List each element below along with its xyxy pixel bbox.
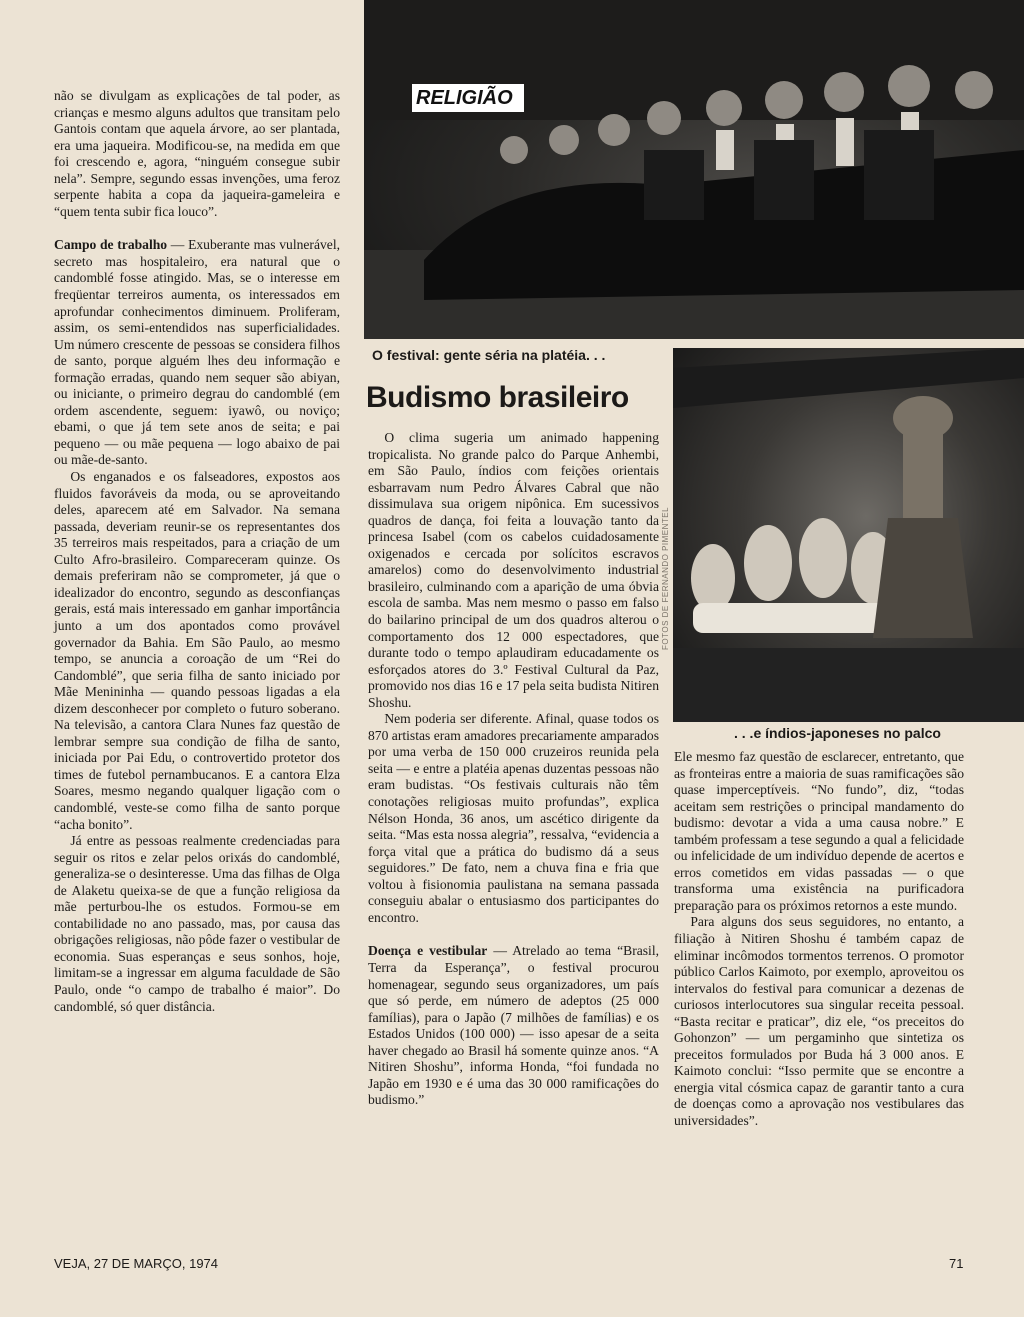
paragraph: Os enganados e os falseadores, expostos aos fluidos favoráveis da moda, ou se aproveitando deles, aparecem até em Salvador. Na semana passada, deveriam reunir-se os representantes dos 35 terreiros mais respeitados, para a criação de um Culto Afro-brasileiro. Compareceram quinze. Os demais preferiram não se comprometer, já que o idealizador do encontro, segundo as desconfianças gerais, está mais interessado em ganhar importância junto a um dos apontados como provável governador da Bahia. Em São Paulo, ao mesmo tempo, se anuncia a coroação de um “Rei do Candomblé”, que seria filha de santo iniciado por Mãe Menininha — quando pessoas ligadas a ela dizem desconhecer por completo o futuro soberano. Na televisão, a cantora Clara Nunes faz questão de lembrar sempre sua condição de filha de santo, iniciada por Pai Edu, o controvertido protetor dos times de futebol pernambucanos. E a cantora Elza Soares, mesmo negando qualquer ligação com o candomblé, veste-se como filha de santo porque “acha bonito”. — [54, 469, 340, 832]
article-column-3 — [674, 749, 964, 1130]
article-headline: Budismo brasileiro — [366, 381, 629, 414]
audience-photo — [364, 0, 1024, 339]
article-column-1 — [54, 88, 340, 1015]
subhead: Doença e vestibular — [368, 943, 488, 959]
article-column-2 — [368, 430, 659, 1109]
audience-photo-art — [364, 0, 1024, 339]
photo-credit: FOTOS DE FERNANDO PIMENTEL — [661, 506, 670, 650]
paragraph: Para alguns dos seus seguidores, no entanto, a filiação à Nitiren Shoshu é também capaz de eliminar incômodos tormentos terrenos. O promotor público Carlos Kaimoto, por exemplo, aproveitou os intervalos do festival para comunicar a dezenas de curiosos interlocutores sua singular receita pessoal. “Basta recitar e praticar”, diz ele, “os preceitos do Gohonzon” — um pergaminho que sintetiza os preceitos formulados por Buda há 3 000 anos. E Kaimoto conclui: “Isso permite que se encontre a energia vital cósmica capaz de garantir tanto a cura de doenças como a aprovação nos vestibulares das universidades”. — [674, 914, 964, 1129]
stage-dancers-photo — [673, 348, 1024, 722]
paragraph — [54, 237, 340, 469]
paragraph: não se divulgam as explicações de tal poder, as crianças e mesmo alguns adultos que transitam pelo Gantois contam que aquela árvore, ao ser plantada, era uma jaqueira. Modificou-se, na medida em que foi crescendo e, agora, “ninguém consegue subir nela”. Sempre, segundo essas invenções, uma feroz serpente habita a copa da jaqueira-gameleira e “quem tenta subir fica louco”. — [54, 88, 340, 219]
paragraph: Nem poderia ser diferente. Afinal, quase todos os 870 artistas eram amadores precariamente amparados por uma verba de 150 000 cruzeiros reunida pela seita — e entre a platéia apenas duzentas pessoas não eram budistas. “Os festivais culturais não têm conotações religiosas muito profundas”, explica Nélson Honda, 36 anos, um ascético dirigente da seita. “Mas esta nossa alegria”, ressalva, “evidencia a força vital que a prática do budismo dá a seus seguidores.” De fato, nem a chuva fina e fria que voltou à fisionomia paulistana na semana passada conseguiu abalar o entusiasmo dos participantes do encontro. — [368, 711, 659, 925]
footer-issue: VEJA, 27 DE MARÇO, 1974 — [54, 1256, 219, 1271]
photo-caption-top: O festival: gente séria na platéia. . . — [372, 347, 606, 363]
photo-caption-right: . . .e índios-japoneses no palco — [734, 725, 941, 741]
paragraph-text: — Atrelado ao tema “Brasil, Terra da Esperança”, o festival procurou homenagear, segundo seus organizadores, um país que só perde, em número de adeptos (25 000 famílias), para o Japão (7 milhões de famílias) e os Estados Unidos (100 000) — isso apesar de a seita haver chegado ao Brasil há somente quinze anos. “A Nitiren Shoshu”, informa Honda, “foi fundada no Japão em 1930 e é uma das 30 000 ramificações do budismo.” — [368, 943, 660, 1108]
stage-dancers-photo-art — [673, 348, 1024, 722]
page-number: 71 — [949, 1256, 964, 1271]
subhead: Campo de trabalho — [54, 237, 168, 253]
paragraph: Ele mesmo faz questão de esclarecer, entretanto, que as fronteiras entre a maioria de suas ramificações são quase imperceptíveis. “No fundo”, diz, “todas aceitam sem restrições o principal mandamento do budismo: devotar a vida a uma causa nobre.” E também professam a tese segundo a qual a felicidade ou infelicidade de um indivíduo depende de acertos e erros cometidos em vidas passadas — o que transforma uma existência na purificadora preparação para os próximos retornos a este mundo. — [674, 749, 964, 913]
paragraph — [368, 943, 659, 1108]
paragraph: Já entre as pessoas realmente credenciadas para seguir os ritos e zelar pelos orixás do candomblé, generaliza-se o desinteresse. Uma das filhas de Olga de Alaketu queixa-se de que a função religiosa da mãe perturbou-lhe os estudos. Formou-se em contabilidade no ano passado, mas, por causa das obrigações religiosas, não pôde fazer o vestibular de economia. Suas esperanças e seus sonhos, hoje, limitam-se a ingressar em alguma faculdade de São Paulo, onde “o campo de trabalho é maior”. Do candomblé, só quer distância. — [54, 833, 340, 1014]
paragraph-text: — Exuberante mas vulnerável, secreto mas hospitaleiro, era natural que o candomblé fosse atingido. Mas, se o interesse em freqüentar terreiros aumenta, os interessados em aprofundar conhecimentos diminuem. Proliferam, assim, os semi-entendidos nas superficialidades. Um número crescente de pessoas se considera filhos de santo, porque alguém lhes deu informação e formação erradas, quando nem sequer são abiyan, ou iniciante, o primeiro degrau do candomblé (em ordem ascendente, seguem: iyawô, ou noviço; ebami, o que já tem sete anos de seita; e pai pequeno — ou mãe pequena — logo abaixo de pai ou mãe-de-santo. — [54, 237, 340, 468]
section-label: RELIGIÃO — [412, 84, 524, 112]
paragraph: O clima sugeria um animado happening tropicalista. No grande palco do Parque Anhembi, em São Paulo, índios com feições orientais esbarravam num Pedro Álvares Cabral que não dissimulava sua origem nipônica. Em sucessivos quadros de dança, foi feita a louvação tanto da princesa Isabel (com os cabelos cuidadosamente oxigenados e cercada por solícitos escravos amarelos) como do desenvolvimento industrial brasileiro, culminando com a aparição de uma óbvia escola de samba. Mas nem mesmo o passo em falso do bailarino principal de um dos quadros alterou o comportamento dos 12 000 espectadores, que durante todo o tempo aplaudiram educadamente os esforçados atores do 3.º Festival Cultural da Paz, promovido nos dias 16 e 17 pela seita budista Nitiren Shoshu. — [368, 430, 659, 710]
